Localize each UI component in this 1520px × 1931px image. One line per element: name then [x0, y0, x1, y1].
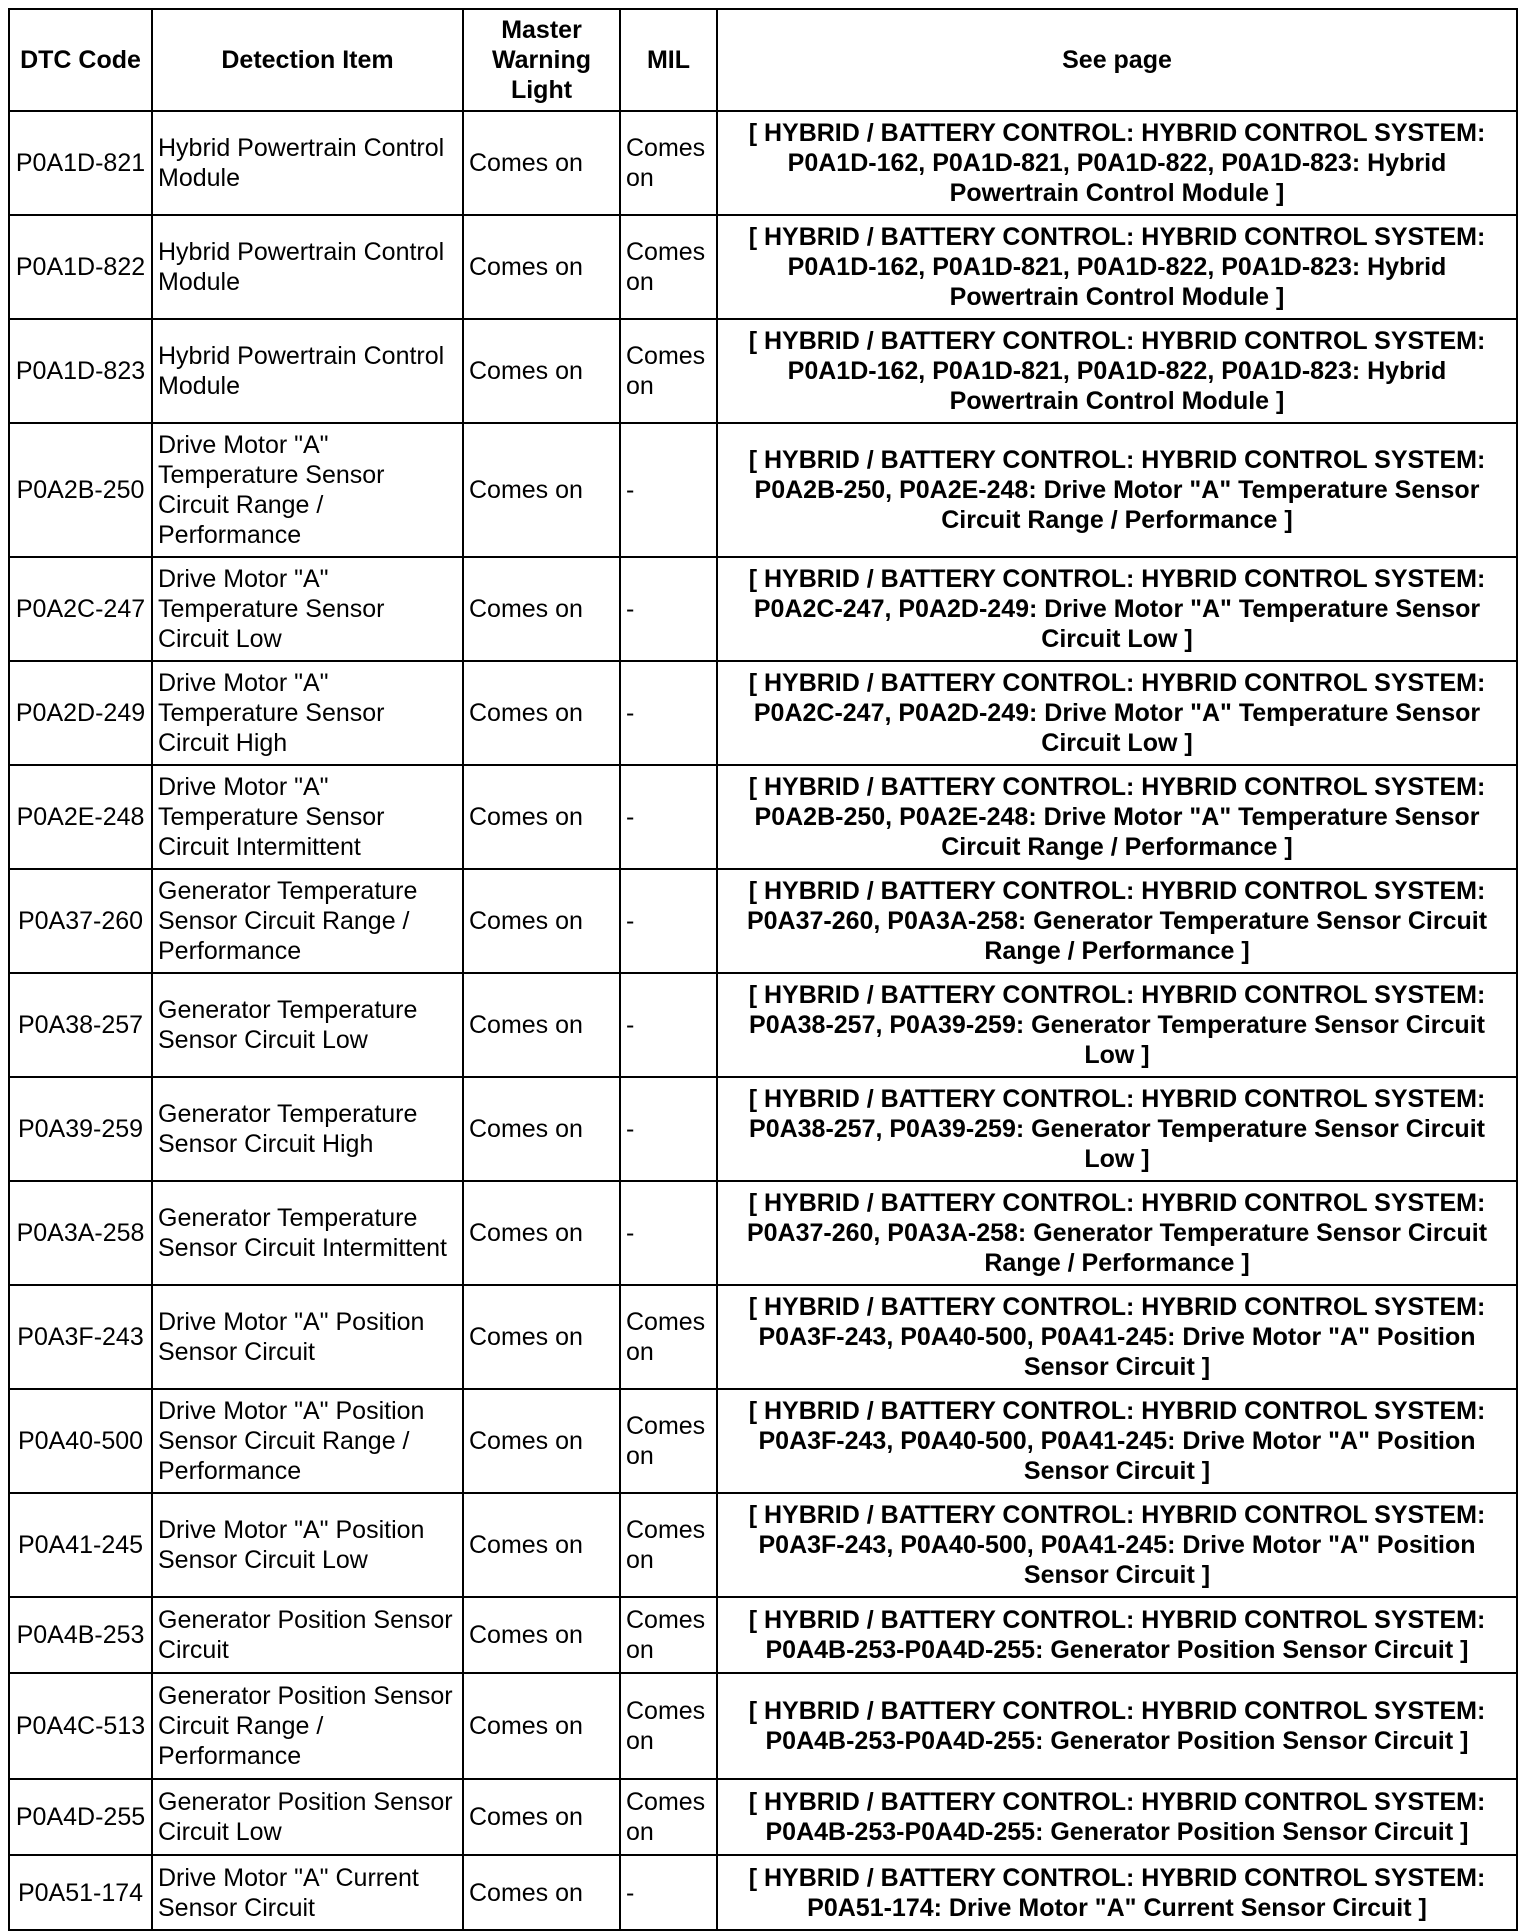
table-row	[9, 765, 1517, 869]
dtc-code-cell: P0A1D-823	[9, 319, 152, 423]
mil-cell: Comes on	[620, 1673, 717, 1779]
dtc-code-cell: P0A39-259	[9, 1077, 152, 1181]
see-page-link[interactable]: [ HYBRID / BATTERY CONTROL: HYBRID CONTROL SYSTEM: P0A51-174: Drive Motor "A" Current Sensor Circuit ]	[717, 1855, 1517, 1930]
mil-cell: Comes on	[620, 1779, 717, 1855]
table-row	[9, 1493, 1517, 1597]
master-warning-light-cell: Comes on	[463, 1077, 620, 1181]
mil-cell: Comes on	[620, 111, 717, 215]
detection-item-cell: Generator Position Sensor Circuit	[152, 1597, 463, 1673]
table-row	[9, 1181, 1517, 1285]
mil-cell: -	[620, 765, 717, 869]
detection-item-cell: Drive Motor "A" Temperature Sensor Circuit Intermittent	[152, 765, 463, 869]
mil-cell: -	[620, 1855, 717, 1930]
detection-item-cell: Drive Motor "A" Temperature Sensor Circuit High	[152, 661, 463, 765]
table-row	[9, 1285, 1517, 1389]
detection-item-cell: Hybrid Powertrain Control Module	[152, 319, 463, 423]
see-page-link[interactable]: [ HYBRID / BATTERY CONTROL: HYBRID CONTROL SYSTEM: P0A4B-253-P0A4D-255: Generator Position Sensor Circuit ]	[717, 1597, 1517, 1673]
mil-cell: Comes on	[620, 1389, 717, 1493]
detection-item-cell: Generator Temperature Sensor Circuit Range / Performance	[152, 869, 463, 973]
table-row	[9, 1389, 1517, 1493]
dtc-code-cell: P0A51-174	[9, 1855, 152, 1930]
header-detection-item: Detection Item	[152, 9, 463, 111]
mil-cell: -	[620, 1181, 717, 1285]
detection-item-cell: Hybrid Powertrain Control Module	[152, 111, 463, 215]
table-row	[9, 1779, 1517, 1855]
detection-item-cell: Drive Motor "A" Position Sensor Circuit Low	[152, 1493, 463, 1597]
header-row	[9, 9, 1517, 111]
dtc-code-cell: P0A1D-821	[9, 111, 152, 215]
dtc-code-cell: P0A40-500	[9, 1389, 152, 1493]
master-warning-light-cell: Comes on	[463, 319, 620, 423]
master-warning-light-cell: Comes on	[463, 661, 620, 765]
see-page-link[interactable]: [ HYBRID / BATTERY CONTROL: HYBRID CONTROL SYSTEM: P0A1D-162, P0A1D-821, P0A1D-822, P0A1D-823: Hybrid Powertrain Control Module ]	[717, 319, 1517, 423]
table-header	[9, 9, 1517, 111]
detection-item-cell: Generator Temperature Sensor Circuit High	[152, 1077, 463, 1181]
table-row	[9, 215, 1517, 319]
header-see-page: See page	[717, 9, 1517, 111]
master-warning-light-cell: Comes on	[463, 1493, 620, 1597]
table-row	[9, 1855, 1517, 1930]
master-warning-light-cell: Comes on	[463, 423, 620, 557]
table-row	[9, 1077, 1517, 1181]
dtc-code-cell: P0A41-245	[9, 1493, 152, 1597]
table-row	[9, 973, 1517, 1077]
see-page-link[interactable]: [ HYBRID / BATTERY CONTROL: HYBRID CONTROL SYSTEM: P0A3F-243, P0A40-500, P0A41-245: Drive Motor "A" Position Sensor Circuit ]	[717, 1389, 1517, 1493]
dtc-code-cell: P0A2B-250	[9, 423, 152, 557]
master-warning-light-cell: Comes on	[463, 1181, 620, 1285]
detection-item-cell: Generator Temperature Sensor Circuit Intermittent	[152, 1181, 463, 1285]
mil-cell: -	[620, 869, 717, 973]
master-warning-light-cell: Comes on	[463, 111, 620, 215]
mil-cell: -	[620, 973, 717, 1077]
see-page-link[interactable]: [ HYBRID / BATTERY CONTROL: HYBRID CONTROL SYSTEM: P0A38-257, P0A39-259: Generator Temperature Sensor Circuit Low ]	[717, 973, 1517, 1077]
detection-item-cell: Generator Position Sensor Circuit Low	[152, 1779, 463, 1855]
dtc-table	[8, 8, 1518, 1931]
dtc-code-cell: P0A4B-253	[9, 1597, 152, 1673]
see-page-link[interactable]: [ HYBRID / BATTERY CONTROL: HYBRID CONTROL SYSTEM: P0A2B-250, P0A2E-248: Drive Motor "A" Temperature Sensor Circuit Range / Performance ]	[717, 765, 1517, 869]
see-page-link[interactable]: [ HYBRID / BATTERY CONTROL: HYBRID CONTROL SYSTEM: P0A38-257, P0A39-259: Generator Temperature Sensor Circuit Low ]	[717, 1077, 1517, 1181]
detection-item-cell: Hybrid Powertrain Control Module	[152, 215, 463, 319]
see-page-link[interactable]: [ HYBRID / BATTERY CONTROL: HYBRID CONTROL SYSTEM: P0A4B-253-P0A4D-255: Generator Position Sensor Circuit ]	[717, 1779, 1517, 1855]
detection-item-cell: Drive Motor "A" Temperature Sensor Circuit Range / Performance	[152, 423, 463, 557]
mil-cell: Comes on	[620, 1285, 717, 1389]
detection-item-cell: Drive Motor "A" Position Sensor Circuit	[152, 1285, 463, 1389]
see-page-link[interactable]: [ HYBRID / BATTERY CONTROL: HYBRID CONTROL SYSTEM: P0A1D-162, P0A1D-821, P0A1D-822, P0A1D-823: Hybrid Powertrain Control Module ]	[717, 111, 1517, 215]
see-page-link[interactable]: [ HYBRID / BATTERY CONTROL: HYBRID CONTROL SYSTEM: P0A4B-253-P0A4D-255: Generator Position Sensor Circuit ]	[717, 1673, 1517, 1779]
dtc-code-cell: P0A3A-258	[9, 1181, 152, 1285]
master-warning-light-cell: Comes on	[463, 1855, 620, 1930]
table-row	[9, 423, 1517, 557]
master-warning-light-cell: Comes on	[463, 1597, 620, 1673]
mil-cell: -	[620, 661, 717, 765]
dtc-code-cell: P0A38-257	[9, 973, 152, 1077]
master-warning-light-cell: Comes on	[463, 1673, 620, 1779]
detection-item-cell: Drive Motor "A" Temperature Sensor Circuit Low	[152, 557, 463, 661]
mil-cell: Comes on	[620, 1597, 717, 1673]
mil-cell: Comes on	[620, 1493, 717, 1597]
detection-item-cell: Generator Temperature Sensor Circuit Low	[152, 973, 463, 1077]
see-page-link[interactable]: [ HYBRID / BATTERY CONTROL: HYBRID CONTROL SYSTEM: P0A2C-247, P0A2D-249: Drive Motor "A" Temperature Sensor Circuit Low ]	[717, 661, 1517, 765]
table-row	[9, 661, 1517, 765]
see-page-link[interactable]: [ HYBRID / BATTERY CONTROL: HYBRID CONTROL SYSTEM: P0A3F-243, P0A40-500, P0A41-245: Drive Motor "A" Position Sensor Circuit ]	[717, 1493, 1517, 1597]
detection-item-cell: Drive Motor "A" Position Sensor Circuit Range / Performance	[152, 1389, 463, 1493]
mil-cell: -	[620, 557, 717, 661]
table-row	[9, 557, 1517, 661]
detection-item-cell: Generator Position Sensor Circuit Range / Performance	[152, 1673, 463, 1779]
dtc-code-cell: P0A3F-243	[9, 1285, 152, 1389]
master-warning-light-cell: Comes on	[463, 765, 620, 869]
dtc-code-cell: P0A2E-248	[9, 765, 152, 869]
mil-cell: Comes on	[620, 215, 717, 319]
table-row	[9, 869, 1517, 973]
see-page-link[interactable]: [ HYBRID / BATTERY CONTROL: HYBRID CONTROL SYSTEM: P0A2B-250, P0A2E-248: Drive Motor "A" Temperature Sensor Circuit Range / Performance ]	[717, 423, 1517, 557]
master-warning-light-cell: Comes on	[463, 973, 620, 1077]
header-master-warning-light: Master Warning Light	[463, 9, 620, 111]
master-warning-light-cell: Comes on	[463, 557, 620, 661]
see-page-link[interactable]: [ HYBRID / BATTERY CONTROL: HYBRID CONTROL SYSTEM: P0A3F-243, P0A40-500, P0A41-245: Drive Motor "A" Position Sensor Circuit ]	[717, 1285, 1517, 1389]
header-mil: MIL	[620, 9, 717, 111]
mil-cell: -	[620, 423, 717, 557]
see-page-link[interactable]: [ HYBRID / BATTERY CONTROL: HYBRID CONTROL SYSTEM: P0A2C-247, P0A2D-249: Drive Motor "A" Temperature Sensor Circuit Low ]	[717, 557, 1517, 661]
master-warning-light-cell: Comes on	[463, 869, 620, 973]
master-warning-light-cell: Comes on	[463, 215, 620, 319]
dtc-code-cell: P0A2C-247	[9, 557, 152, 661]
table-row	[9, 1673, 1517, 1779]
see-page-link[interactable]: [ HYBRID / BATTERY CONTROL: HYBRID CONTROL SYSTEM: P0A37-260, P0A3A-258: Generator Temperature Sensor Circuit Range / Performance ]	[717, 1181, 1517, 1285]
table-row	[9, 111, 1517, 215]
mil-cell: -	[620, 1077, 717, 1181]
master-warning-light-cell: Comes on	[463, 1779, 620, 1855]
dtc-code-cell: P0A4D-255	[9, 1779, 152, 1855]
dtc-code-cell: P0A4C-513	[9, 1673, 152, 1779]
master-warning-light-cell: Comes on	[463, 1285, 620, 1389]
dtc-code-cell: P0A2D-249	[9, 661, 152, 765]
table-row	[9, 1597, 1517, 1673]
mil-cell: Comes on	[620, 319, 717, 423]
table-body	[9, 111, 1517, 1930]
master-warning-light-cell: Comes on	[463, 1389, 620, 1493]
table-row	[9, 319, 1517, 423]
see-page-link[interactable]: [ HYBRID / BATTERY CONTROL: HYBRID CONTROL SYSTEM: P0A37-260, P0A3A-258: Generator Temperature Sensor Circuit Range / Performance ]	[717, 869, 1517, 973]
header-dtc-code: DTC Code	[9, 9, 152, 111]
dtc-code-cell: P0A37-260	[9, 869, 152, 973]
detection-item-cell: Drive Motor "A" Current Sensor Circuit	[152, 1855, 463, 1930]
dtc-code-cell: P0A1D-822	[9, 215, 152, 319]
see-page-link[interactable]: [ HYBRID / BATTERY CONTROL: HYBRID CONTROL SYSTEM: P0A1D-162, P0A1D-821, P0A1D-822, P0A1D-823: Hybrid Powertrain Control Module ]	[717, 215, 1517, 319]
